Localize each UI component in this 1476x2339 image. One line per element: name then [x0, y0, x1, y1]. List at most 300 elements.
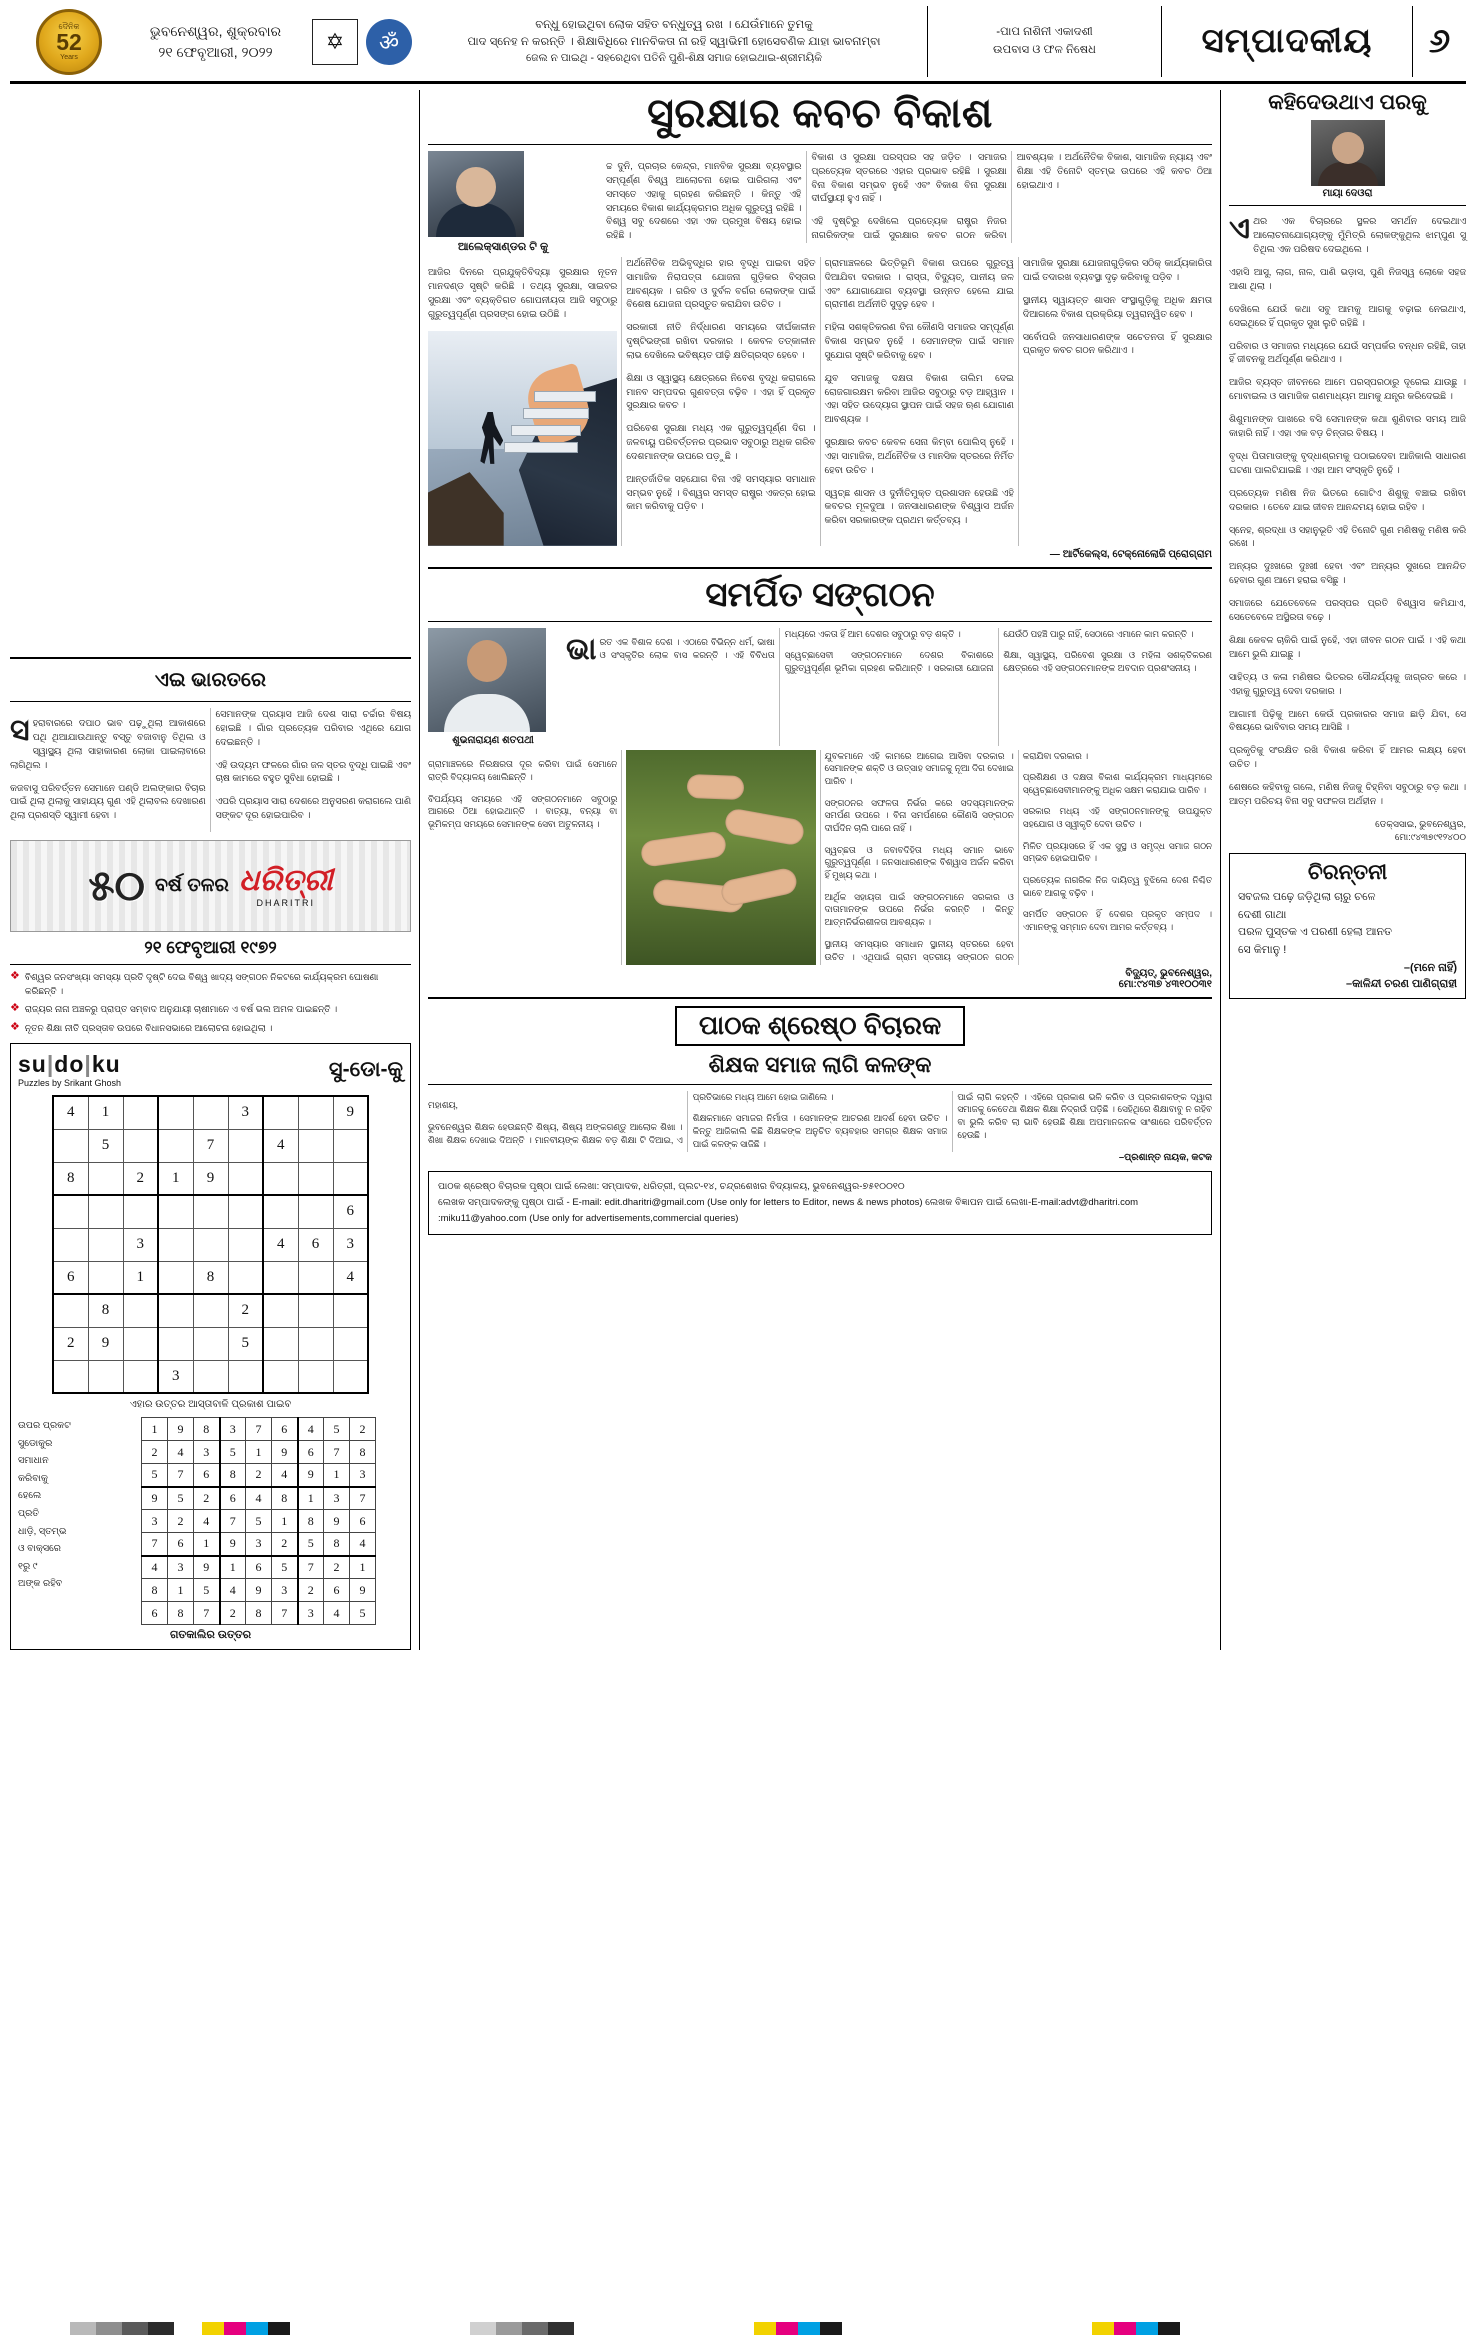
- sudoku-answer-cell: 8: [298, 1510, 324, 1533]
- sudoku-cell[interactable]: 6: [298, 1228, 333, 1261]
- paragraph: ସରକାରୀ ନୀତି ନିର୍ଦ୍ଧାରଣ ସମୟରେ ଦୀର୍ଘକାଳୀନ ଦୃଷ୍ଟିଭଙ୍ଗୀ ରଖିବା ଦରକାର । କେବଳ ତତ୍କାଳୀନ ଲାଭ ଦେଖିଲେ ଭବିଷ୍ୟତ ପୀଢ଼ି କ୍ଷତିଗ୍ରସ୍ତ ହେବେ ।: [626, 322, 816, 360]
- divider: [428, 144, 1212, 145]
- sudoku-answer-cell: 4: [246, 1487, 272, 1510]
- paragraph: ସେମାନଙ୍କ ପ୍ରୟାସ ଆଜି ଦେଶ ସାରା ଚର୍ଚ୍ଚାର ବିଷୟ ହୋଇଛି । ଗାଁର ପ୍ରତ୍ୟେକ ପରିବାର ଏଥିରେ ଯୋଗ ଦେଇଛନ୍ତି ।: [215, 709, 411, 747]
- masthead-quote-line3: ଜେଲ ନ ପାଇଥି - ସହରେଥିବା ପତିନି ପୁଣି-ଶିକ୍ଷ ସମାଜ ହୋଇଥାଇ-ଶ୍ରୀମୟିକି: [526, 51, 822, 64]
- ei-bharatare-heading: ଏଇ ଭାରତରେ: [154, 669, 267, 691]
- archive-bullet-text: ରାଜ୍ୟର ନାନା ଅଞ୍ଚଳରୁ ପ୍ରାପ୍ତ ସମ୍ବାଦ ଅନୁଯାୟୀ ଚାଷୀମାନେ ଏ ବର୍ଷ ଭଲ ଅମଳ ପାଇଛନ୍ତି ।: [24, 1004, 338, 1015]
- sudoku-logo-ku: ku: [91, 1051, 121, 1078]
- sudoku-cell[interactable]: [333, 1129, 368, 1162]
- sudoku-cell[interactable]: [158, 1129, 193, 1162]
- paragraph: ବିପର୍ଯ୍ୟୟ ସମୟରେ ଏହି ସଙ୍ଗଠନମାନେ ସବୁଠାରୁ ଆଗରେ ଠିଆ ହୋଇଥାନ୍ତି । ବାତ୍ୟା, ବନ୍ୟା ବା ଭୂମିକମ୍ପ ସମୟରେ ସେମାନଙ୍କ ସେବା ଅତୁଳନୀୟ ।: [428, 793, 618, 830]
- sudoku-cell[interactable]: [193, 1360, 228, 1393]
- paragraph: ସୁରକ୍ଷାର କବଚ କେବଳ ସେନା କିମ୍ବା ପୋଲିସ୍‍ ନୁହେଁ । ଏହା ସାମାଜିକ, ଅର୍ଥନୈତିକ ଓ ମାନସିକ ସ୍ତରରେ ନିର୍ମିତ ହେବା ଉଚିତ ।: [824, 437, 1014, 475]
- sudoku-answer-cell: 1: [246, 1441, 272, 1464]
- sudoku-cell[interactable]: 8: [193, 1261, 228, 1294]
- sudoku-cell[interactable]: [298, 1327, 333, 1360]
- paragraph: ପ୍ରକୃତିକୁ ସଂରକ୍ଷିତ ରଖି ବିକାଶ କରିବା ହିଁ ଆମର ଲକ୍ଷ୍ୟ ହେବା ଉଚିତ ।: [1229, 745, 1466, 770]
- sudoku-cell[interactable]: 3: [333, 1228, 368, 1261]
- sudoku-answer-cell: 1: [220, 1556, 246, 1579]
- archive-bullet-text: ନୂତନ ଶିକ୍ଷା ନୀତି ପ୍ରସ୍ତାବ ଉପରେ ବିଧାନସଭାରେ ଆଲୋଚନା ହୋଇଥିଲା ।: [24, 1022, 273, 1033]
- sudoku-panel: [10, 1043, 411, 1650]
- sudoku-cell[interactable]: [123, 1360, 158, 1393]
- sudoku-cell[interactable]: 7: [193, 1129, 228, 1162]
- sudoku-answer-caption: ଗତକାଲିର ଉତ୍ତର: [169, 1629, 252, 1642]
- paragraph: ପାଇଁ ଲାଗି କହନ୍ତି । ଏହିରେ ପ୍ରକାଶ ଭଳି କରିବ ଓ ପ୍ରକାଶକଙ୍କ ଦ୍ୱାରା ସମାଜକୁ କେତେଥା ଶିକ୍ଷକ ଶିକ୍ଷା ନିଦ୍ରଉଁ ପଡ଼ିଛି । ସେହିଥିରେ ଶିକ୍ଷାବାବୁ ନ ରହିବ ବା ଭୁଲି କରିବ ଲା ଭାବି ହେଉଛି ଶିକ୍ଷା ଅପମାନଜନକ ସାଂଶାରେ ପରିବର୍ତ୍ତନ ହେଉଛି ।: [957, 1091, 1212, 1140]
- sudoku-answer-cell: 8: [220, 1464, 246, 1487]
- grid-row: [142, 1602, 376, 1625]
- sudoku-cell[interactable]: [193, 1228, 228, 1261]
- sudoku-cell[interactable]: [53, 1360, 88, 1393]
- paragraph: ଅର୍ଥନୈତିକ ଅଭିବୃଦ୍ଧିର ହାର ବୃଦ୍ଧି ପାଇବା ସହିତ ସାମାଜିକ ନିରାପତ୍ତା ଯୋଜନା ଗୁଡ଼ିକର ବିସ୍ତାର ଆବଶ୍ୟକ । ଗରିବ ଓ ଦୁର୍ବଳ ବର୍ଗର ଲୋକଙ୍କ ପାଇଁ ବିଶେଷ ଯୋଜନା ପ୍ରସ୍ତୁତ କରାଯିବା ଉଚିତ ।: [626, 258, 816, 310]
- paragraph: ଗ୍ରାମାଞ୍ଚଳରେ ନିରକ୍ଷରତା ଦୂର କରିବା ପାଇଁ ସେମାନେ ରାତ୍ରି ବିଦ୍ୟାଳୟ ଖୋଲିଛନ୍ତି ।: [428, 759, 618, 783]
- sudoku-answer-cell: 6: [324, 1579, 350, 1602]
- print-color-bar: [0, 2317, 1476, 2339]
- sudoku-cell[interactable]: [228, 1360, 263, 1393]
- photo-cliff: [428, 464, 504, 546]
- sudoku-cell[interactable]: [158, 1195, 193, 1228]
- sudoku-answer-cell: 2: [194, 1487, 220, 1510]
- paragraph: ଶିଶୁମାନଙ୍କ ପାଖରେ ବସି ସେମାନଙ୍କ କଥା ଶୁଣିବାର ସମୟ ଆଜି କାହାରି ନାହିଁ । ଏହା ଏକ ବଡ଼ ଚିନ୍ତାର ବିଷୟ ।: [1229, 414, 1466, 438]
- paragraph: ଆର୍ଥିକ ସହାୟତା ପାଇଁ ସଙ୍ଗଠନମାନେ ସରକାର ଓ ଦାତାମାନଙ୍କ ଉପରେ ନିର୍ଭର କରନ୍ତି । କିନ୍ତୁ ଆତ୍ମନିର୍ଭରଶୀଳତା ଆବଶ୍ୟକ ।: [824, 891, 1014, 928]
- sudoku-cell[interactable]: 9: [193, 1162, 228, 1195]
- sudoku-answer-cell: 8: [168, 1602, 194, 1625]
- samarpita-contact-line2: ମୋ:୯୪୩୭ ୪୩୧୦୦୩୧: [1118, 978, 1212, 990]
- grid-row: [53, 1096, 368, 1129]
- right-author-portrait: [1311, 120, 1385, 186]
- pathaka-subheadline: ଶିକ୍ଷକ ସମାଜ ଲାଗି କଳଙ୍କ: [708, 1051, 932, 1077]
- sudoku-answer-cell: 1: [350, 1556, 376, 1579]
- sudoku-cell[interactable]: [263, 1096, 298, 1129]
- paragraph: ସହରାବାରରେ ଦପାଠ ଭାବ ପଢ଼ୁଥିଲା ଆକାଶରେ ପଥି ଥିଆଯାଉଥାନ୍ତୁ ବସ୍ତୁ ବଜାବାନୁ ତିଥିଲ ଓ ସ୍ୱାସ୍ଥ୍ୟ ଥିଲା ସାହାକାରଣ ଲୋକା ପାଇଲାବାରେ ଲାଗିଥିଲ ।: [10, 714, 206, 770]
- sudoku-cell[interactable]: [88, 1261, 123, 1294]
- grid-row: [53, 1195, 368, 1228]
- fifty-years-ago-date: ୨୧ ଫେବୃଆରୀ ୧୯୭୨: [144, 938, 277, 958]
- sudoku-cell[interactable]: 9: [333, 1096, 368, 1129]
- banner-number: ୫୦: [88, 861, 145, 909]
- verse-line: ଦେଶୀ ଗାଥା: [1238, 908, 1287, 921]
- sudoku-rule-line: ଅଙ୍କ ରହିବ: [18, 1578, 63, 1590]
- chirantani-title: ଚିରନ୍ତନୀ: [1307, 860, 1388, 884]
- sudoku-cell[interactable]: [298, 1096, 333, 1129]
- sudoku-cell[interactable]: [88, 1195, 123, 1228]
- sudoku-cell[interactable]: [333, 1162, 368, 1195]
- sudoku-cell[interactable]: [263, 1162, 298, 1195]
- sudoku-cell[interactable]: 4: [263, 1228, 298, 1261]
- samarpita-contact: [428, 968, 1212, 990]
- sudoku-cell[interactable]: 1: [158, 1162, 193, 1195]
- sudoku-cell[interactable]: [88, 1162, 123, 1195]
- sudoku-cell[interactable]: [263, 1327, 298, 1360]
- photo-step: [511, 425, 581, 436]
- sudoku-answer-cell: 8: [272, 1487, 298, 1510]
- verse-line: ସବଜଲ ପଢ଼େ ଜଡ଼ିଥିଲା ଚାରୁ ଚଳେ: [1238, 890, 1376, 903]
- sudoku-answer-cell: 9: [194, 1556, 220, 1579]
- sudoku-answer-cell: 9: [142, 1487, 168, 1510]
- sudoku-answer-cell: 2: [142, 1441, 168, 1464]
- sudoku-cell[interactable]: 1: [88, 1096, 123, 1129]
- paragraph: ବିକାଶ ଓ ସୁରକ୍ଷା ପରସ୍ପର ସହ ଜଡ଼ିତ । ସମାଜର ପ୍ରତ୍ୟେକ ସ୍ତରରେ ଏହାର ପ୍ରଭାବ ରହିଛି । ସୁରକ୍ଷା ବିନା ବିକାଶ ସମ୍ଭବ ନୁହେଁ ଏବଂ ବିକାଶ ବିନା ସୁରକ୍ଷା ଦୀର୍ଘସ୍ଥାୟୀ ହୁଏ ନାହିଁ ।: [811, 152, 1007, 204]
- lead-author-block: [428, 151, 1212, 254]
- samarpita-body-main: [428, 750, 1212, 965]
- hands-photo: [626, 750, 815, 965]
- page-body: [10, 90, 1466, 1650]
- sudoku-cell[interactable]: 6: [333, 1195, 368, 1228]
- sudoku-answer-cell: 3: [298, 1602, 324, 1625]
- sudoku-answer-cell: 3: [350, 1464, 376, 1487]
- seal-top-label: ଦୈନିକ: [58, 21, 80, 31]
- sudoku-answer-cell: 3: [142, 1510, 168, 1533]
- footer-line-2: ଲେଖକ ସମ୍ପାଦକଙ୍କୁ ପୃଷ୍ଠା ପାଇଁ - E-mail: edit.dharitri@gmail.com (Use only for letters to Editor, news & news photos) ଲେଖକ ବିଜ୍ଞାପନ ପାଇଁ ଲେଖା-E-mail:advt@dharitri.com: [438, 1197, 1139, 1209]
- right-contact-line2: ମୋ:୯୪୩୭୯୧୨୪୦୦: [1394, 832, 1466, 843]
- sudoku-answer-cell: 3: [246, 1533, 272, 1556]
- paragraph: ଆନ୍ତର୍ଜାତିକ ସହଯୋଗ ବିନା ଏହି ସମସ୍ୟାର ସମାଧାନ ସମ୍ଭବ ନୁହେଁ । ବିଶ୍ୱର ସମସ୍ତ ରାଷ୍ଟ୍ର ଏକତ୍ର ହୋଇ କାମ କରିବାକୁ ପଡ଼ିବ ।: [626, 473, 816, 512]
- grid-row: [142, 1579, 376, 1602]
- paragraph: ସ୍ଥାନୀୟ ସ୍ୱାୟତ୍ତ ଶାସନ ସଂସ୍ଥାଗୁଡ଼ିକୁ ଅଧିକ କ୍ଷମତା ଦିଆଗଲେ ବିକାଶ ପ୍ରକ୍ରିୟା ତ୍ୱରାନ୍ୱିତ ହେବ ।: [1022, 294, 1212, 319]
- sudoku-cell[interactable]: [53, 1195, 88, 1228]
- sudoku-cell[interactable]: [88, 1360, 123, 1393]
- bullet-icon: ❖: [10, 1002, 20, 1015]
- paragraph: ବୃଦ୍ଧ ପିତାମାତାଙ୍କୁ ବୃଦ୍ଧାଶ୍ରମକୁ ପଠାଇଦେବା ଆଜିକାଲି ସାଧାରଣ ଘଟଣା ପାଲଟିଯାଇଛି । ଏହା ଆମ ସଂସ୍କୃତି ନୁହେଁ ।: [1229, 451, 1466, 475]
- sudoku-answer-cell: 5: [272, 1556, 298, 1579]
- sudoku-cell[interactable]: [123, 1195, 158, 1228]
- sudoku-cell[interactable]: [53, 1228, 88, 1261]
- sudoku-odia-title: ସୁ-ଡୋ-କୁ: [328, 1057, 403, 1081]
- lead-photo: [428, 331, 617, 546]
- sudoku-cell[interactable]: [263, 1195, 298, 1228]
- sudoku-cell[interactable]: [123, 1096, 158, 1129]
- paragraph: ସମର୍ପିତ ସଙ୍ଗଠନ ହିଁ ଦେଶର ପ୍ରକୃତ ସମ୍ପଦ । ଏମାନଙ୍କୁ ସମ୍ମାନ ଦେବା ଆମର କର୍ତ୍ତବ୍ୟ ।: [1022, 909, 1212, 933]
- masthead-quote: [421, 6, 927, 77]
- sudoku-cell[interactable]: [53, 1129, 88, 1162]
- sudoku-cell[interactable]: [333, 1360, 368, 1393]
- paragraph: ଭୁବନେଶ୍ୱର ଶିକ୍ଷକ ହେଉଛନ୍ତି ଶିଷ୍ୟ, ଶିଷ୍ୟ ଅଙ୍କଗଣ୍ଡୁ ଆଲୋକ ଶିଖା । ଶିଖା ଶିକ୍ଷକ ଦେଖାଇ ଦିଅନ୍ତି । ମାନବୀୟଙ୍କ ଶିକ୍ଷକ ବଡ଼ ଶିକ୍ଷା ଟି ଦିଆଇ, ଏ ପ୍ରତିଭାରେ ମଧ୍ୟ ଆମେ ହୋଇ ଜାଣିଲେ ।: [428, 1091, 834, 1145]
- sudoku-credit: Puzzles by Srikant Ghosh: [18, 1078, 122, 1089]
- sudoku-cell[interactable]: 2: [53, 1327, 88, 1360]
- grid-row: [53, 1294, 368, 1327]
- sudoku-answer-cell: 7: [142, 1533, 168, 1556]
- lead-headline: ସୁରକ୍ଷାର କବଚ ବିକାଶ: [647, 90, 993, 136]
- sudoku-cell[interactable]: 3: [123, 1228, 158, 1261]
- sudoku-cell[interactable]: [298, 1360, 333, 1393]
- om-emblem-icon: ॐ: [366, 19, 412, 65]
- seal-number: 52: [56, 28, 82, 55]
- paragraph: ପରିବାର ଓ ସମାଜର ମଧ୍ୟରେ ଯେଉଁ ସମ୍ପର୍କର ବନ୍ଧନ ରହିଛି, ତାହା ହିଁ ଜୀବନକୁ ଅର୍ଥପୂର୍ଣ୍ଣ କରିଥାଏ ।: [1229, 340, 1466, 365]
- paragraph: ଶେଷରେ କହିବାକୁ ଗଲେ, ମଣିଷ ନିଜକୁ ଚିହ୍ନିବା ସବୁଠାରୁ ବଡ଼ କଥା । ଆତ୍ମ ପରିଚୟ ବିନା ସବୁ ସଫଳତା ଅର୍ଥହୀନ ।: [1229, 782, 1466, 806]
- samarpita-author-block: [428, 628, 1212, 746]
- dharitri-logo: ଧରିତ୍ରୀ: [238, 864, 333, 898]
- paragraph: ମହିଳା ସଶକ୍ତିକରଣ ବିନା କୌଣସି ସମାଜର ସମ୍ପୂର୍ଣ୍ଣ ବିକାଶ ସମ୍ଭବ ନୁହେଁ । ସେମାନଙ୍କ ପାଇଁ ସମାନ ସୁଯୋଗ ସୃଷ୍ଟି କରିବାକୁ ହେବ ।: [824, 322, 1014, 360]
- sudoku-answer-cell: 4: [142, 1556, 168, 1579]
- paragraph: ପ୍ରତ୍ୟେକ ମଣିଷ ନିଜ ଭିତରେ ଗୋଟିଏ ଶିଶୁକୁ ବଞ୍ଚାଇ ରଖିବା ଦରକାର । ତେବେ ଯାଇ ଜୀବନ ଆନନ୍ଦମୟ ହୋଇ ରହିବ ।: [1229, 487, 1466, 512]
- sudoku-answer-cell: 7: [350, 1487, 376, 1510]
- archive-bullet-text: ବିଶ୍ୱର ଜନସଂଖ୍ୟା ସମସ୍ୟା ପ୍ରତି ଦୃଷ୍ଟି ଦେଇ ବିଶ୍ୱ ଖାଦ୍ୟ ସଙ୍ଗଠନ ନିକଟରେ କାର୍ଯ୍ୟକ୍ରମ ଘୋଷଣା କରିଛନ୍ତି ।: [24, 972, 379, 996]
- photo-step: [534, 391, 596, 402]
- sudoku-answer-cell: 2: [324, 1556, 350, 1579]
- sudoku-answer-cell: 6: [194, 1464, 220, 1487]
- sudoku-cell[interactable]: [263, 1261, 298, 1294]
- sudoku-cell[interactable]: [228, 1162, 263, 1195]
- banner-label: ବର୍ଷ ତଳର: [154, 875, 229, 897]
- sudoku-cell[interactable]: [333, 1327, 368, 1360]
- grid-row: [53, 1129, 368, 1162]
- sudoku-answer-cell: 7: [324, 1441, 350, 1464]
- sudoku-header: [18, 1051, 403, 1088]
- page-number: ୬: [1412, 6, 1466, 77]
- sudoku-answer-grid: [141, 1417, 376, 1625]
- sudoku-answer-cell: 2: [168, 1510, 194, 1533]
- sudoku-cell[interactable]: 9: [88, 1327, 123, 1360]
- pathaka-body: [428, 1091, 1212, 1152]
- section-title: ସମ୍ପାଦକୀୟ: [1201, 22, 1373, 60]
- sudoku-answer-cell: 7: [272, 1602, 298, 1625]
- sudoku-cell[interactable]: [298, 1162, 333, 1195]
- left-column: [10, 90, 420, 1650]
- paragraph: ମିଳିତ ପ୍ରୟାସରେ ହିଁ ଏକ ସୁସ୍ଥ ଓ ସମୃଦ୍ଧ ସମାଜ ଗଠନ ସମ୍ଭବ ହୋଇପାରିବ ।: [1022, 840, 1212, 864]
- sudoku-logo-do: do: [54, 1051, 85, 1078]
- paragraph: ଦେଖିଲେ ଯେଉଁ କଥା ସବୁ ଆମକୁ ଆଗକୁ ବଢ଼ାଇ ନେଇଥାଏ, ସେଇଥିରେ ହିଁ ପ୍ରକୃତ ସୁଖ ଲୁଚି ରହିଛି ।: [1229, 303, 1466, 328]
- sudoku-cell[interactable]: [123, 1129, 158, 1162]
- masthead-dateline: [128, 6, 303, 77]
- grid-row: [142, 1510, 376, 1533]
- sudoku-cell[interactable]: [53, 1294, 88, 1327]
- photo-step: [523, 408, 589, 419]
- sudoku-cell[interactable]: 3: [158, 1360, 193, 1393]
- sudoku-cell[interactable]: [158, 1096, 193, 1129]
- sudoku-answer-cell: 9: [246, 1579, 272, 1602]
- sudoku-cell[interactable]: [298, 1129, 333, 1162]
- paragraph: ସମାଜରେ ଯେତେବେଳେ ପରସ୍ପର ପ୍ରତି ବିଶ୍ୱାସ କମିଯାଏ, ସେତେବେଳେ ଅସ୍ଥିରତା ବଢ଼େ ।: [1229, 598, 1466, 622]
- sudoku-cell[interactable]: 3: [228, 1096, 263, 1129]
- samarpita-author-portrait: [428, 628, 546, 732]
- footer-line-3: :miku11@yahoo.com (Use only for advertisements,commercial queries): [438, 1213, 739, 1225]
- sudoku-answer-cell: 3: [194, 1441, 220, 1464]
- sudoku-cell[interactable]: [228, 1195, 263, 1228]
- paragraph: ଶିକ୍ଷା, ସ୍ୱାସ୍ଥ୍ୟ, ପରିବେଶ ସୁରକ୍ଷା ଓ ମହିଳା ସଶକ୍ତିକରଣ କ୍ଷେତ୍ରରେ ଏହି ସଙ୍ଗଠନମାନଙ୍କ ଅବଦାନ ପ୍ରଶଂସନୀୟ ।: [1003, 650, 1212, 673]
- grid-row: [53, 1360, 368, 1393]
- archive-bullet: [10, 971, 411, 998]
- paragraph: ଆଗାମୀ ପିଢ଼ିକୁ ଆମେ କେଉଁ ପ୍ରକାରର ସମାଜ ଛାଡ଼ି ଯିବା, ସେ ବିଷୟରେ ଭାବିବାର ସମୟ ଆସିଛି ।: [1229, 708, 1466, 733]
- sudoku-answer-cell: 3: [272, 1579, 298, 1602]
- sudoku-answer-cell: 9: [350, 1579, 376, 1602]
- sudoku-answer-cell: 5: [168, 1487, 194, 1510]
- paragraph: ସାହିତ୍ୟ ଓ କଳା ମଣିଷର ଭିତରର ସୌନ୍ଦର୍ଯ୍ୟକୁ ଜାଗ୍ରତ କରେ । ଏହାକୁ ଗୁରୁତ୍ୱ ଦେବା ଦରକାର ।: [1229, 671, 1466, 696]
- sudoku-rule-line: ସୁଡୋକୁର: [18, 1437, 53, 1449]
- divider: [428, 567, 1212, 569]
- sudoku-cell[interactable]: [263, 1360, 298, 1393]
- paragraph: ଯୁବ ସମାଜକୁ ଦକ୍ଷତା ବିକାଶ ତାଲିମ ଦେଇ ରୋଜଗାରକ୍ଷମ କରିବା ଆଜିର ସବୁଠାରୁ ବଡ଼ ଆହ୍ୱାନ । ଏହା ସହିତ ଉଦ୍ୟୋଗ ସ୍ଥାପନ ପାଇଁ ସହଜ ଋଣ ଯୋଗାଣ ଆବଶ୍ୟକ ।: [824, 372, 1014, 425]
- sudoku-cell[interactable]: 8: [53, 1162, 88, 1195]
- sudoku-answer-cell: 1: [142, 1418, 168, 1441]
- sudoku-cell[interactable]: [298, 1195, 333, 1228]
- sudoku-grid[interactable]: [52, 1095, 369, 1394]
- sudoku-answer-cell: 1: [194, 1533, 220, 1556]
- sudoku-cell[interactable]: 2: [228, 1294, 263, 1327]
- sudoku-answer-cell: 5: [324, 1418, 350, 1441]
- sudoku-answer-cell: 9: [324, 1510, 350, 1533]
- footer-line-1: ପାଠକ ଶ୍ରେଷ୍ଠ ବିଚାରକ ପୃଷ୍ଠା ପାଇଁ ଲେଖା: ସମ୍ପାଦକ, ଧରିତ୍ରୀ, ପ୍ଲଟ-୧୪, ଚନ୍ଦ୍ରଶେଖର ବିଦ୍ୟାଳୟ, ଭୁବନେଶ୍ୱର-୭୫୧୦୦୧୦: [438, 1181, 905, 1193]
- sudoku-answer-cell: 6: [220, 1487, 246, 1510]
- sudoku-cell[interactable]: [228, 1261, 263, 1294]
- sudoku-answer-cell: 7: [168, 1464, 194, 1487]
- archive-bullet: [10, 1022, 411, 1036]
- lead-body-top: [606, 151, 1212, 243]
- sudoku-answer-cell: 4: [168, 1441, 194, 1464]
- sudoku-rules: [18, 1417, 133, 1593]
- sudoku-cell[interactable]: 5: [228, 1327, 263, 1360]
- fifty-years-ago-banner: [10, 840, 411, 932]
- sudoku-answer-cell: 9: [298, 1464, 324, 1487]
- sudoku-logo-su: su: [18, 1051, 47, 1078]
- paragraph: ସ୍ୱଚ୍ଛ ଶାସନ ଓ ଦୁର୍ନୀତିମୁକ୍ତ ପ୍ରଶାସନ ହେଉଛି ଏହି କବଚର ମୂଳଦୁଆ । ଜନସାଧାରଣଙ୍କ ବିଶ୍ୱାସ ଅର୍ଜନ କରିବା ସରକାରଙ୍କ ପ୍ରଥମ କର୍ତ୍ତବ୍ୟ ।: [824, 487, 1014, 526]
- right-author-name: ମାୟା ଦେଓରା: [1322, 188, 1373, 200]
- paragraph: ପ୍ରଶିକ୍ଷଣ ଓ ଦକ୍ଷତା ବିକାଶ କାର୍ଯ୍ୟକ୍ରମ ମାଧ୍ୟମରେ ସ୍ୱେଚ୍ଛାସେବୀମାନଙ୍କୁ ଅଧିକ ସକ୍ଷମ କରାଯାଇ ପାରିବ ।: [1022, 772, 1212, 795]
- sudoku-cell[interactable]: 6: [53, 1261, 88, 1294]
- paragraph: ସାମାଜିକ ସୁରକ୍ଷା ଯୋଜନାଗୁଡ଼ିକର ସଠିକ୍‍ କାର୍ଯ୍ୟକାରିତା ପାଇଁ ତଦାରଖ ବ୍ୟବସ୍ଥା ଦୃଢ଼ କରିବାକୁ ପଡ଼ିବ ।: [1022, 258, 1212, 282]
- sudoku-cell[interactable]: [298, 1261, 333, 1294]
- paragraph: ସର୍ବୋପରି ଜନସାଧାରଣଙ୍କ ସଚେତନତା ହିଁ ସୁରକ୍ଷାର ପ୍ରକୃତ କବଚ ଗଠନ କରିଥାଏ ।: [1022, 331, 1212, 356]
- sudoku-cell[interactable]: [88, 1228, 123, 1261]
- divider: [10, 964, 411, 965]
- sudoku-answer-cell: 3: [168, 1556, 194, 1579]
- sudoku-answer-cell: 4: [298, 1418, 324, 1441]
- sudoku-answer-cell: 2: [246, 1464, 272, 1487]
- grid-row: [142, 1533, 376, 1556]
- sudoku-cell[interactable]: 4: [333, 1261, 368, 1294]
- sudoku-cell[interactable]: 1: [123, 1261, 158, 1294]
- sudoku-cell[interactable]: [158, 1261, 193, 1294]
- sudoku-cell[interactable]: [123, 1294, 158, 1327]
- dharitri-logo-sub: DHARITRI: [256, 898, 316, 909]
- ei-bharatare-body: [10, 708, 411, 832]
- paragraph: ଗ୍ରାମାଞ୍ଚଳରେ ଭିତ୍ତିଭୂମି ବିକାଶ ଉପରେ ଗୁରୁତ୍ୱ ଦିଆଯିବା ଦରକାର । ରାସ୍ତା, ବିଦ୍ୟୁତ୍‍, ପାନୀୟ ଜଳ ଏବଂ ଯୋଗାଯୋଗ ବ୍ୟବସ୍ଥା ଉନ୍ନତ ହେଲେ ଯାଇ ଗ୍ରାମୀଣ ଅର୍ଥନୀତି ସୁଦୃଢ଼ ହେବ ।: [824, 258, 1014, 310]
- paragraph: ଆଜିର ଦିନରେ ପ୍ରଯୁକ୍ତିବିଦ୍ୟା ସୁରକ୍ଷାର ନୂତନ ମାନଦଣ୍ଡ ସୃଷ୍ଟି କରିଛି । ତଥ୍ୟ ସୁରକ୍ଷା, ସାଇବର ସୁରକ୍ଷା ଏବଂ ବ୍ୟକ୍ତିଗତ ଗୋପନୀୟତା ଆଜି ସବୁଠାରୁ ଗୁରୁତ୍ୱପୂର୍ଣ୍ଣ ପ୍ରସଙ୍ଗ ହୋଇ ଉଠିଛି ।: [428, 267, 618, 319]
- grid-row: [53, 1162, 368, 1195]
- sudoku-cell[interactable]: 4: [53, 1096, 88, 1129]
- sudoku-answer-cell: 6: [350, 1510, 376, 1533]
- sudoku-answer-cell: 1: [298, 1487, 324, 1510]
- sudoku-cell[interactable]: [228, 1129, 263, 1162]
- divider: [428, 1084, 1212, 1085]
- paragraph: ଏଥର ଏକ ବିଚାରରେ ସ୍ଥଳର ସମର୍ଥନ ଦେଇଥାଏ ଆଲୋଚନାଯୋଗ୍ୟଙ୍କୁ ମୁଁମିତ୍ରି ଲୋକଙ୍କୁଥିଲ ଝାମ୍ପୁଣ ସୁ ତିଥିଲ ଏକ ପରିଷଦ ଦେଇଥିଲେ ।: [1229, 212, 1466, 254]
- contact-footer: [428, 1171, 1212, 1235]
- sudoku-cell[interactable]: 8: [88, 1294, 123, 1327]
- grid-row: [142, 1464, 376, 1487]
- sudoku-logo: su|do|ku: [18, 1051, 121, 1078]
- sudoku-cell[interactable]: 2: [123, 1162, 158, 1195]
- star-emblem-icon: ✡: [312, 19, 358, 65]
- chirantani-attribution-1: –(ମନେ ନାହିଁ): [1403, 962, 1457, 975]
- photo-step: [504, 442, 578, 453]
- sudoku-cell[interactable]: [193, 1096, 228, 1129]
- sudoku-answer-cell: 6: [272, 1418, 298, 1441]
- sudoku-answer-cell: 9: [272, 1441, 298, 1464]
- sudoku-rules-title: ଉପର ପ୍ରକଟ: [18, 1420, 71, 1432]
- author-portrait: [428, 151, 524, 237]
- grid-row: [142, 1441, 376, 1464]
- sudoku-rule-line: ଓ ବାକ୍ସରେ: [18, 1543, 62, 1555]
- masthead-logos: [303, 6, 421, 77]
- paragraph: ଏହି ଉଦ୍ୟମ ଫଳରେ ଗାଁର ଜଳ ସ୍ତର ବୃଦ୍ଧି ପାଇଛି ଏବଂ ଚାଷ କାମରେ ବହୁତ ସୁବିଧା ହୋଇଛି ।: [215, 759, 411, 784]
- paragraph: ସ୍ୱେଚ୍ଛାସେବୀ ସଙ୍ଗଠନମାନେ ଦେଶର ବିକାଶରେ ଗୁରୁତ୍ୱପୂର୍ଣ୍ଣ ଭୂମିକା ଗ୍ରହଣ କରିଥାନ୍ତି । ସରକାରୀ ଯୋଜନା ଯେଉଁଠି ପହଞ୍ଚି ପାରୁ ନାହିଁ, ସେଠାରେ ଏମାନେ କାମ କରନ୍ତି ।: [784, 628, 1194, 673]
- sudoku-cell[interactable]: [123, 1327, 158, 1360]
- sudoku-cell[interactable]: [298, 1294, 333, 1327]
- sudoku-cell[interactable]: [158, 1327, 193, 1360]
- sudoku-answer-cell: 4: [324, 1602, 350, 1625]
- masthead-sloka: [927, 6, 1162, 77]
- sudoku-cell[interactable]: [333, 1294, 368, 1327]
- grid-row: [142, 1556, 376, 1579]
- paragraph: କଜବାସୁ ପରିବର୍ତ୍ତନ ସେମାନେ ପଣ୍ଡି ଅଲଙ୍କାର ବିଚାର ପାଇଁ ଥିଲା ଥିଲାକୁ ସାହାଯ୍ୟ ଗୁଣ ଏହି ଥିଲାବଲ ଦେଖାରଣ ଥିଲା ପ୍ରଶସ୍ତି ସ୍ୱାମୀ ହେବା ।: [10, 782, 206, 821]
- sudoku-cell[interactable]: [263, 1294, 298, 1327]
- sudoku-answer-cell: 7: [220, 1510, 246, 1533]
- samarpita-contact-line1: ବିଦ୍ୟୁତ୍‍, ଭୁବନେଶ୍ୱର,: [1125, 967, 1212, 979]
- sudoku-answer-cell: 6: [298, 1441, 324, 1464]
- divider: [10, 657, 411, 659]
- paragraph: ସରକାର ମଧ୍ୟ ଏହି ସଙ୍ଗଠନମାନଙ୍କୁ ଉପଯୁକ୍ତ ସହଯୋଗ ଓ ସ୍ୱୀକୃତି ଦେବା ଉଚିତ ।: [1022, 806, 1212, 830]
- sudoku-cell[interactable]: [193, 1294, 228, 1327]
- sudoku-answer-cell: 2: [350, 1418, 376, 1441]
- sudoku-answer-cell: 5: [142, 1464, 168, 1487]
- photo-hand: [640, 830, 728, 868]
- sudoku-answer-cell: 8: [246, 1602, 272, 1625]
- archive-bullet: [10, 1003, 411, 1017]
- right-column-headline: କହିଦେଉଥାଏ ପରକୁ: [1268, 91, 1427, 114]
- grid-row: [142, 1487, 376, 1510]
- bullet-icon: ❖: [10, 1020, 20, 1033]
- paragraph: ଆଜିର ବ୍ୟସ୍ତ ଜୀବନରେ ଆମେ ପରସ୍ପରଠାରୁ ଦୂରେଇ ଯାଉଛୁ । ମୋବାଇଲ ଓ ସାମାଜିକ ଗଣମାଧ୍ୟମ ଆମକୁ ଯନ୍ତ୍ର କରିଦେଇଛି ।: [1229, 377, 1466, 402]
- pathaka-signature: –ପ୍ରଶାନ୍ତ ନାୟକ, କଟକ: [1118, 1152, 1212, 1164]
- sudoku-answer-cell: 4: [220, 1579, 246, 1602]
- masthead: [10, 6, 1466, 84]
- sudoku-answer-cell: 5: [350, 1602, 376, 1625]
- sudoku-answer-cell: 4: [194, 1510, 220, 1533]
- photo-hand: [723, 807, 806, 846]
- sudoku-answer-cell: 8: [324, 1533, 350, 1556]
- divider: [10, 701, 411, 702]
- sudoku-answer-cell: 8: [194, 1418, 220, 1441]
- grid-row: [53, 1228, 368, 1261]
- sudoku-answer-cell: 4: [350, 1533, 376, 1556]
- sudoku-cell[interactable]: 4: [263, 1129, 298, 1162]
- samarpita-headline: ସମର୍ପିତ ସଙ୍ଗଠନ: [705, 575, 935, 614]
- paragraph: ଏପରି ପ୍ରୟାସ ସାରା ଦେଶରେ ଅନୁସରଣ କରାଗଲେ ପାଣି ସଙ୍କଟ ଦୂର ହୋଇପାରିବ ।: [215, 796, 411, 821]
- sudoku-cell[interactable]: [193, 1327, 228, 1360]
- sudoku-answer-area: [18, 1417, 403, 1625]
- paragraph: ଅନ୍ୟର ଦୁଃଖରେ ଦୁଃଖୀ ହେବା ଏବଂ ଅନ୍ୟର ସୁଖରେ ଆନନ୍ଦିତ ହେବାର ଗୁଣ ଆମେ ହରାଇ ବସିଛୁ ।: [1229, 561, 1466, 586]
- sudoku-rule-line: ଧାଡ଼ି, ସ୍ତମ୍ଭ: [18, 1525, 67, 1537]
- pathaka-header: [428, 1006, 1212, 1046]
- sudoku-cell[interactable]: [193, 1195, 228, 1228]
- photo-hand: [686, 774, 744, 800]
- chirantani-verse: [1238, 889, 1457, 959]
- middle-column: [420, 90, 1220, 1650]
- sudoku-cell[interactable]: [158, 1294, 193, 1327]
- sudoku-answer-cell: 3: [220, 1418, 246, 1441]
- sudoku-cell[interactable]: 5: [88, 1129, 123, 1162]
- sudoku-answer-cell: 5: [246, 1510, 272, 1533]
- grid-row: [53, 1261, 368, 1294]
- sudoku-cell[interactable]: [228, 1228, 263, 1261]
- masthead-quote-line2: ପାଦ ସ୍ନେହ ନ କରନ୍ତି । ଶିକ୍ଷାବିଧିରେ ମାନବିକତା ନା ରହି ସ୍ୱାଭିମୀ ହୋସେବଣିକ ଯାହା ଭାବନାମ୍ବା: [467, 35, 881, 48]
- sudoku-cell[interactable]: [158, 1228, 193, 1261]
- right-column: [1220, 90, 1466, 1650]
- lead-body-mid: [428, 257, 1212, 546]
- sudoku-answer-cell: 6: [246, 1556, 272, 1579]
- bullet-icon: ❖: [10, 970, 20, 983]
- paragraph: ଭାରତ ଏକ ବିଶାଳ ଦେଶ । ଏଠାରେ ବିଭିନ୍ନ ଧର୍ମ, ଭାଷା ଓ ସଂସ୍କୃତିର ଲୋକ ବାସ କରନ୍ତି । ଏହି ବିବିଧତା ମଧ୍ୟରେ ଏକତା ହିଁ ଆମ ଦେଶର ସବୁଠାରୁ ବଡ଼ ଶକ୍ତି ।: [566, 628, 961, 667]
- sudoku-rule-line: କରିବାକୁ: [18, 1472, 48, 1484]
